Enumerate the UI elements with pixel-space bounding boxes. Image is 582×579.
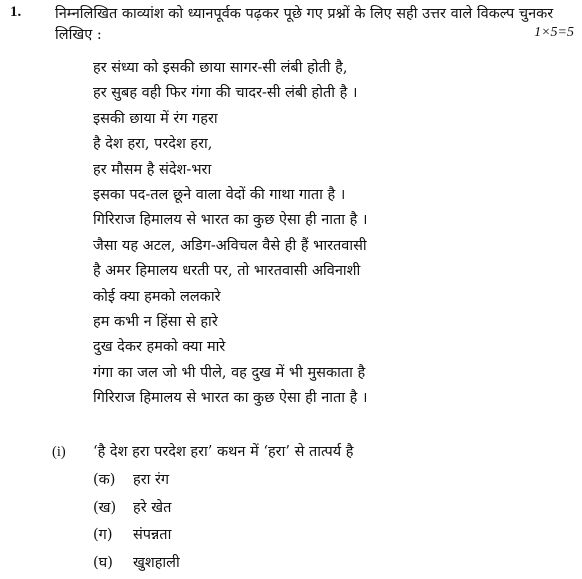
option-kha[interactable] [93,497,180,525]
option-label: (घ) [93,554,113,571]
option-text: खुशहाली [133,554,180,571]
option-ka[interactable] [93,469,180,497]
sub-question-number: (i) [52,444,66,460]
poem-line: है देश हरा, परदेश हरा, [93,136,213,153]
option-label: (ख) [93,499,117,516]
question-number: 1. [10,4,22,20]
poem-line: हम कभी न हिंसा से हारे [93,313,218,330]
poem-line: हर मौसम है संदेश-भरा [93,161,212,178]
poem-line: हर सुबह वही फिर गंगा की चादर-सी लंबी होती है । [93,85,358,102]
option-text: हरे खेत [133,499,172,516]
option-gha[interactable] [93,552,180,579]
option-text: संपन्नता [133,527,172,543]
option-ga[interactable] [93,524,180,552]
poem-line: इसकी छाया में रंग गहरा [93,110,218,127]
marks-allocation: 1×5=5 [534,25,574,40]
poem-line: गंगा का जल जो भी पीले, वह दुख में भी मुसकाता है [93,364,366,381]
poem-line: जैसा यह अटल, अडिग-अविचल वैसे ही हैं भारतवासी [93,237,367,254]
poem-stanza [93,56,367,411]
option-label: (क) [93,472,116,488]
poem-line: हर संध्या को इसकी छाया सागर-सी लंबी होती है, [93,60,348,76]
poem-line: दुख देकर हमको क्या मारे [93,339,226,356]
answer-options [93,469,180,579]
poem-line: इसका पद-तल छूने वाला वेदों की गाथा गाता है । [93,186,346,203]
question-instruction: निम्नलिखित काव्यांश को ध्यानपूर्वक पढ़कर पूछे गए प्रश्नों के लिए सही उत्तर वाले विकल्प चुनकर लिखिए : [55,6,554,43]
poem-line: है अमर हिमालय धरती पर, तो भारतवासी अविनाशी [93,263,361,280]
poem-line: कोई क्या हमको ललकारे [93,288,221,305]
poem-line: गिरिराज हिमालय से भारत का कुछ ऐसा ही नाता है । [93,390,368,407]
sub-question-text: ‘है देश हरा परदेश हरा’ कथन में ‘हरा’ से तात्पर्य है [93,444,354,460]
option-text: हरा रंग [133,472,170,488]
option-label: (ग) [93,527,113,543]
poem-line: गिरिराज हिमालय से भारत का कुछ ऐसा ही नाता है । [93,212,368,229]
